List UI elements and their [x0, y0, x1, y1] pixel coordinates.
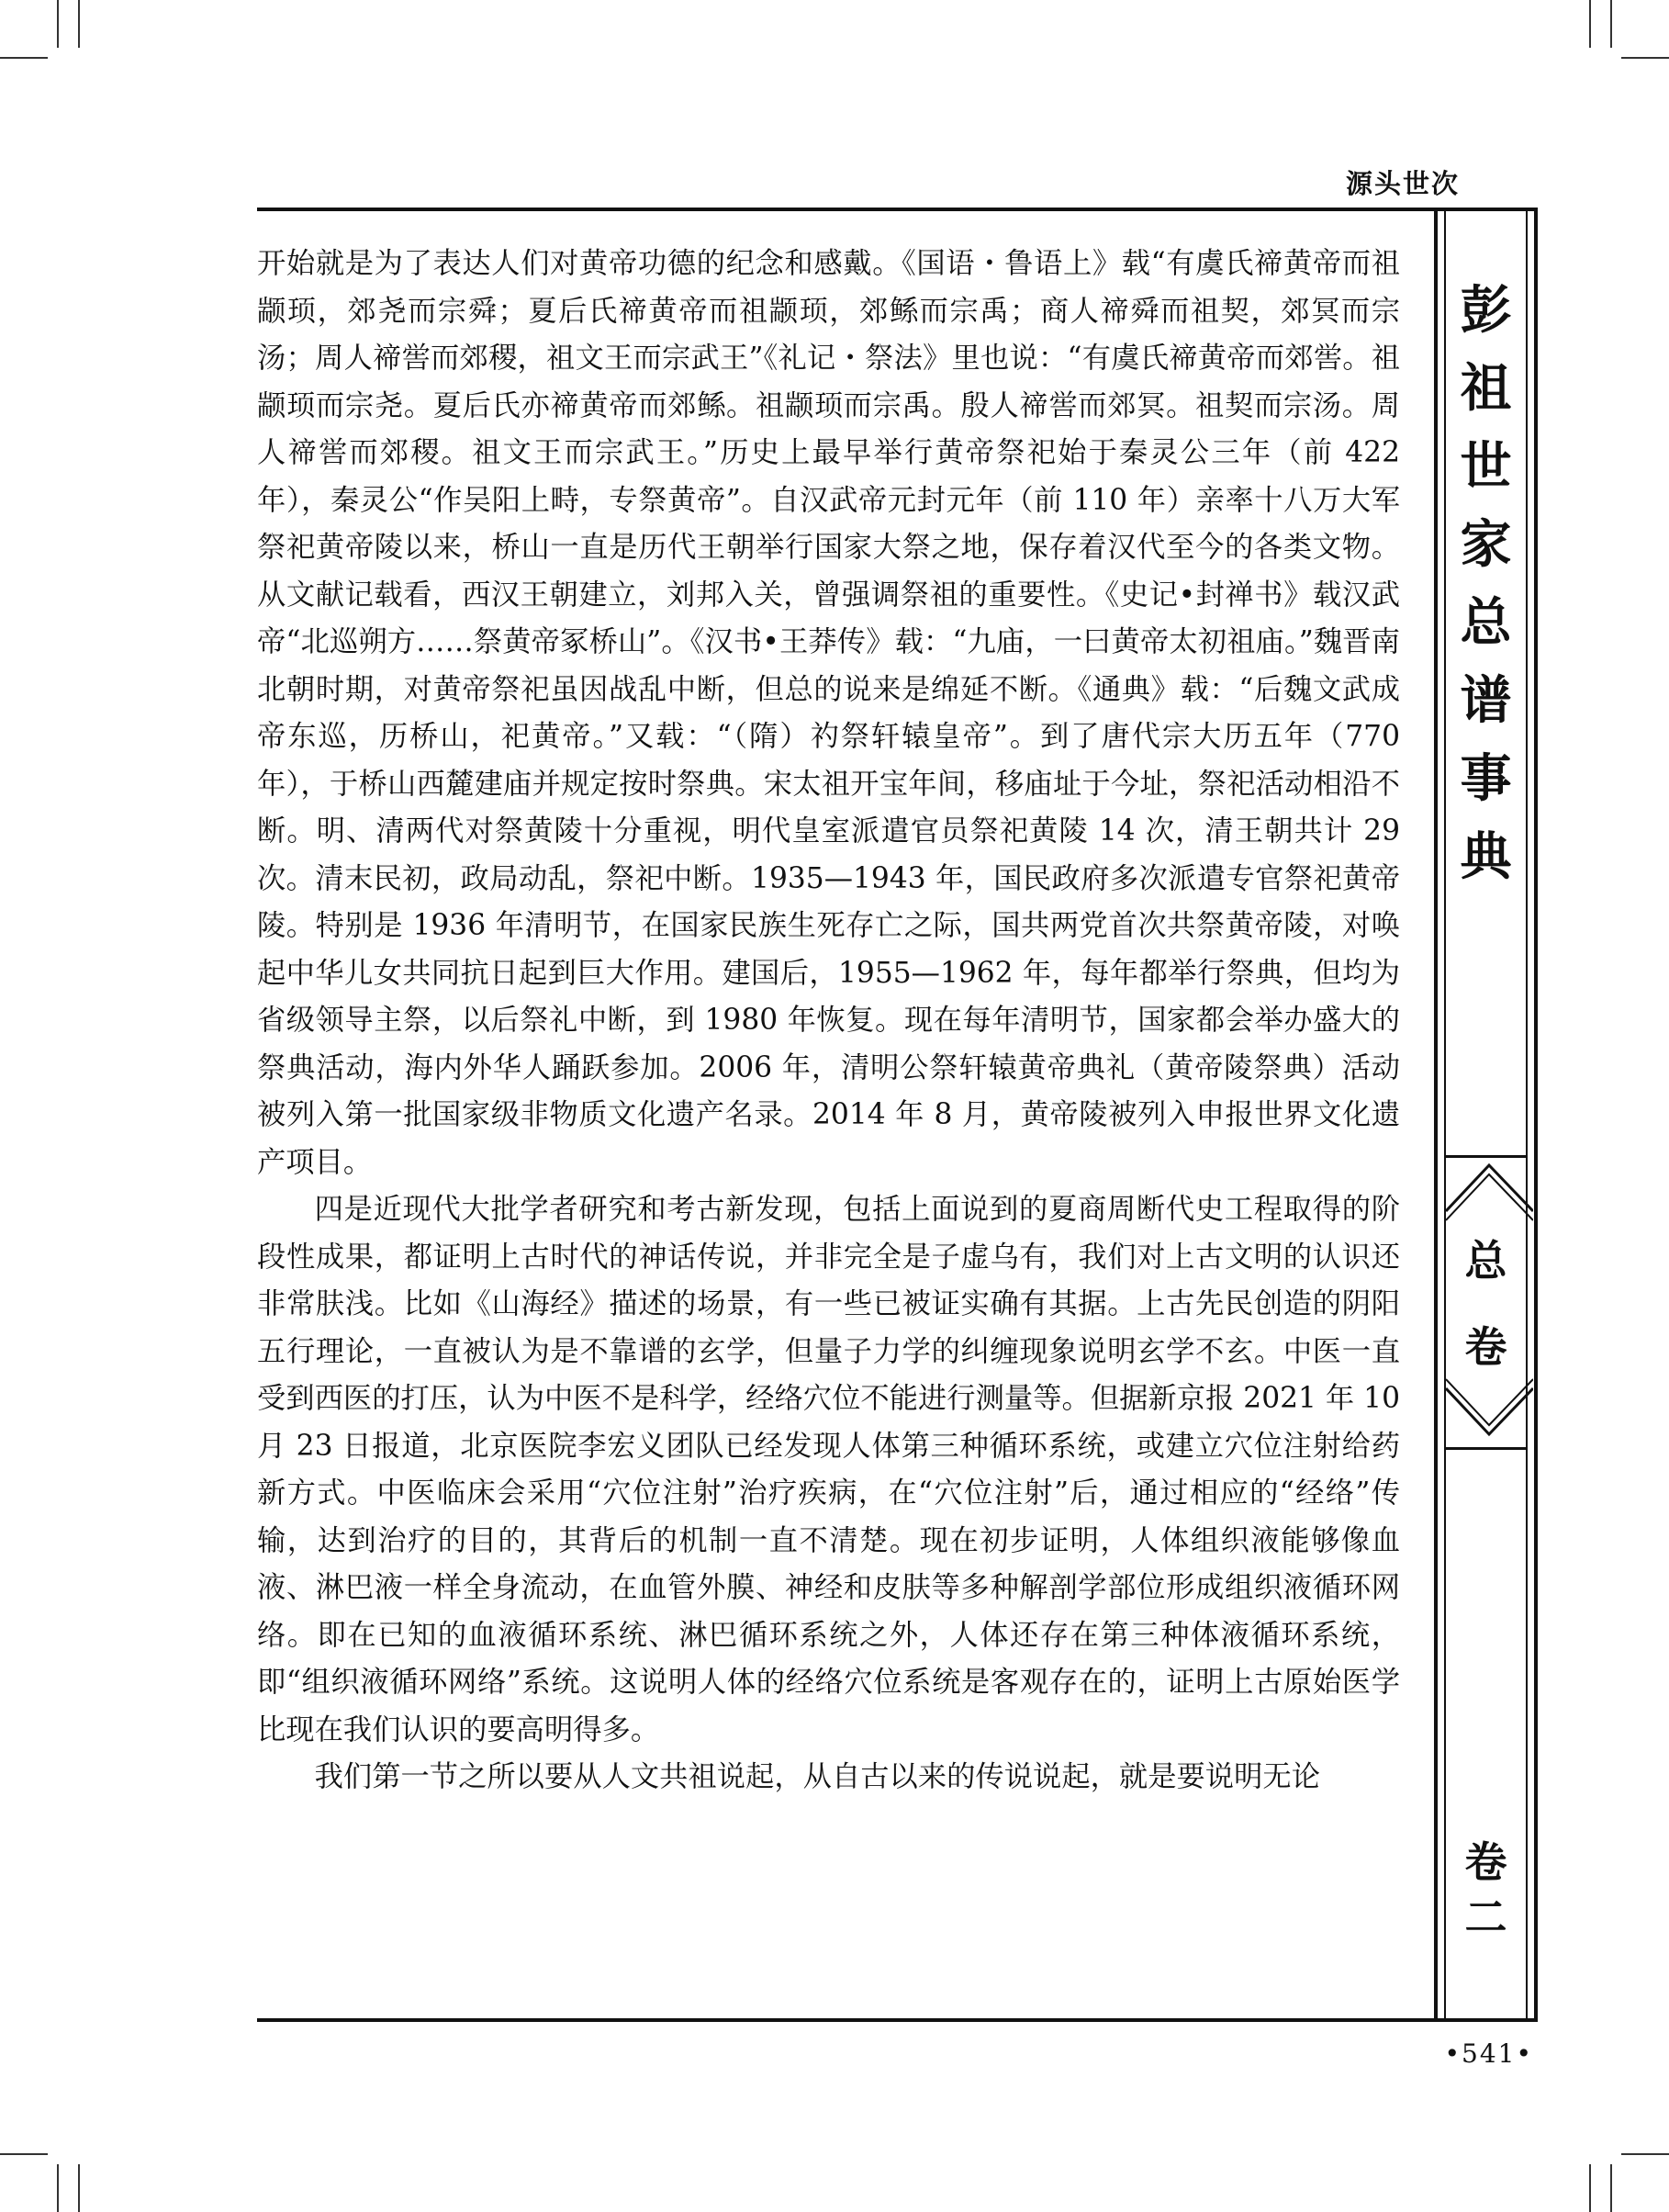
header-rule — [257, 208, 1538, 211]
juan-char: 卷 — [1464, 1837, 1507, 1887]
crop-mark — [0, 2153, 48, 2155]
book-title-char: 家 — [1460, 515, 1512, 575]
side-panel — [1434, 208, 1538, 2020]
crop-mark — [1589, 2164, 1591, 2212]
crop-mark — [57, 2164, 59, 2212]
book-title-char: 谱 — [1460, 671, 1512, 731]
juan-label — [1446, 1835, 1526, 1945]
crop-mark — [1621, 2153, 1669, 2155]
footer-rule — [257, 2018, 1538, 2022]
book-title-char: 总 — [1460, 593, 1512, 653]
paragraph: 我们第一节之所以要从人文共祖说起，从自古以来的传说说起，就是要说明无论 — [314, 1760, 1320, 1793]
book-title-vertical — [1446, 272, 1526, 896]
running-header: 源头世次 — [1345, 168, 1460, 199]
crop-mark — [78, 0, 80, 48]
book-title-char: 祖 — [1460, 359, 1512, 419]
paragraph: 四是近现代大批学者研究和考古新发现，包括上面说到的夏商周断代史工程取得的阶段性成果，都证明上古时代的神话传说，并非完全是子虚乌有，我们对上古文明的认识还非常肤浅。比如《山海经》描述的场景，有一些已被证实确有其据。上古先民创造的阴阳五行理论，一直被认为是不靠谱的玄学，但量子力学的纠缠现象说明玄学不玄。中医一直受到西医的打压，认为中医不是科学，经络穴位不能进行测量等。但据新京报 2021 年 10 月 23 日报道，北京医院李宏义团队已经发现人体第三种循环系统，或建立穴位注射给药新方式。中医临床会采用“穴位注射”治疗疾病，在“穴位注射”后，通过相应的“经络”传输，达到治疗的目的，其背后的机制一直不清楚。现在初步证明，人体组织液能够像血液、淋巴液一样全身流动，在血管外膜、神经和皮肤等多种解剖学部位形成组织液循环网络。即在已知的血液循环系统、淋巴循环系统之外，人体还存在第三种体液循环系统，即“组织液循环网络”系统。这说明人体的经络穴位系统是客观存在的，证明上古原始医学比现在我们认识的要高明得多。 — [257, 1193, 1400, 1746]
page-number: •541• — [1444, 2038, 1533, 2069]
book-title-char: 典 — [1460, 827, 1512, 887]
crop-mark — [57, 0, 59, 48]
crop-mark — [0, 57, 48, 59]
volume-char: 卷 — [1464, 1322, 1507, 1372]
book-title-char: 世 — [1460, 437, 1512, 497]
book-title-char: 彭 — [1460, 281, 1512, 341]
crop-mark — [1610, 2164, 1612, 2212]
crop-mark — [1610, 0, 1612, 48]
body-text — [257, 241, 1400, 1802]
side-panel-inner-frame — [1444, 208, 1528, 2020]
juan-char: 二 — [1464, 1892, 1507, 1942]
crop-mark — [78, 2164, 80, 2212]
book-title-char: 事 — [1460, 749, 1512, 809]
paragraph: 开始就是为了表达人们对黄帝功德的纪念和感戴。《国语・鲁语上》载“有虞氏禘黄帝而祖颛顼，郊尧而宗舜；夏后氏禘黄帝而祖颛顼，郊鲧而宗禹；商人禘舜而祖契，郊冥而宗汤；周人禘喾而郊稷，祖文王而宗武王”《礼记・祭法》里也说：“有虞氏禘黄帝而郊喾。祖颛顼而宗尧。夏后氏亦禘黄帝而郊鲧。祖颛顼而宗禹。殷人禘喾而郊冥。祖契而宗汤。周人禘喾而郊稷。祖文王而宗武王。”历史上最早举行黄帝祭祀始于秦灵公三年（前 422 年），秦灵公“作吴阳上畤，专祭黄帝”。自汉武帝元封元年（前 110 年）亲率十八万大军祭祀黄帝陵以来，桥山一直是历代王朝举行国家大祭之地，保存着汉代至今的各类文物。从文献记载看，西汉王朝建立，刘邦入关，曾强调祭祖的重要性。《史记•封禅书》载汉武帝“北巡朔方……祭黄帝冢桥山”。《汉书•王莽传》载：“九庙，一曰黄帝太初祖庙。”魏晋南北朝时期，对黄帝祭祀虽因战乱中断，但总的说来是绵延不断。《通典》载：“后魏文武成帝东巡，历桥山，祀黄帝。”又载：“（隋）礿祭轩辕皇帝”。到了唐代宗大历五年（770 年），于桥山西麓建庙并规定按时祭典。宋太祖开宝年间，移庙址于今址，祭祀活动相沿不断。明、清两代对祭黄陵十分重视，明代皇室派遣官员祭祀黄陵 14 次，清王朝共计 29 次。清末民初，政局动乱，祭祀中断。1935—1943 年，国民政府多次派遣专官祭祀黄帝陵。特别是 1936 年清明节，在国家民族生死存亡之际，国共两党首次共祭黄帝陵，对唤起中华儿女共同抗日起到巨大作用。建国后，1955—1962 年，每年都举行祭典，但均为省级领导主祭，以后祭礼中断，到 1980 年恢复。现在每年清明节，国家都会举办盛大的祭典活动，海内外华人踊跃参加。2006 年，清明公祭轩辕黄帝典礼（黄帝陵祭典）活动被列入第一批国家级非物质文化遗产名录。2014 年 8 月，黄帝陵被列入申报世界文化遗产项目。 — [257, 247, 1400, 1179]
volume-label — [1446, 1218, 1526, 1390]
crop-mark — [1589, 0, 1591, 48]
volume-char: 总 — [1464, 1236, 1507, 1286]
crop-mark — [1621, 57, 1669, 59]
